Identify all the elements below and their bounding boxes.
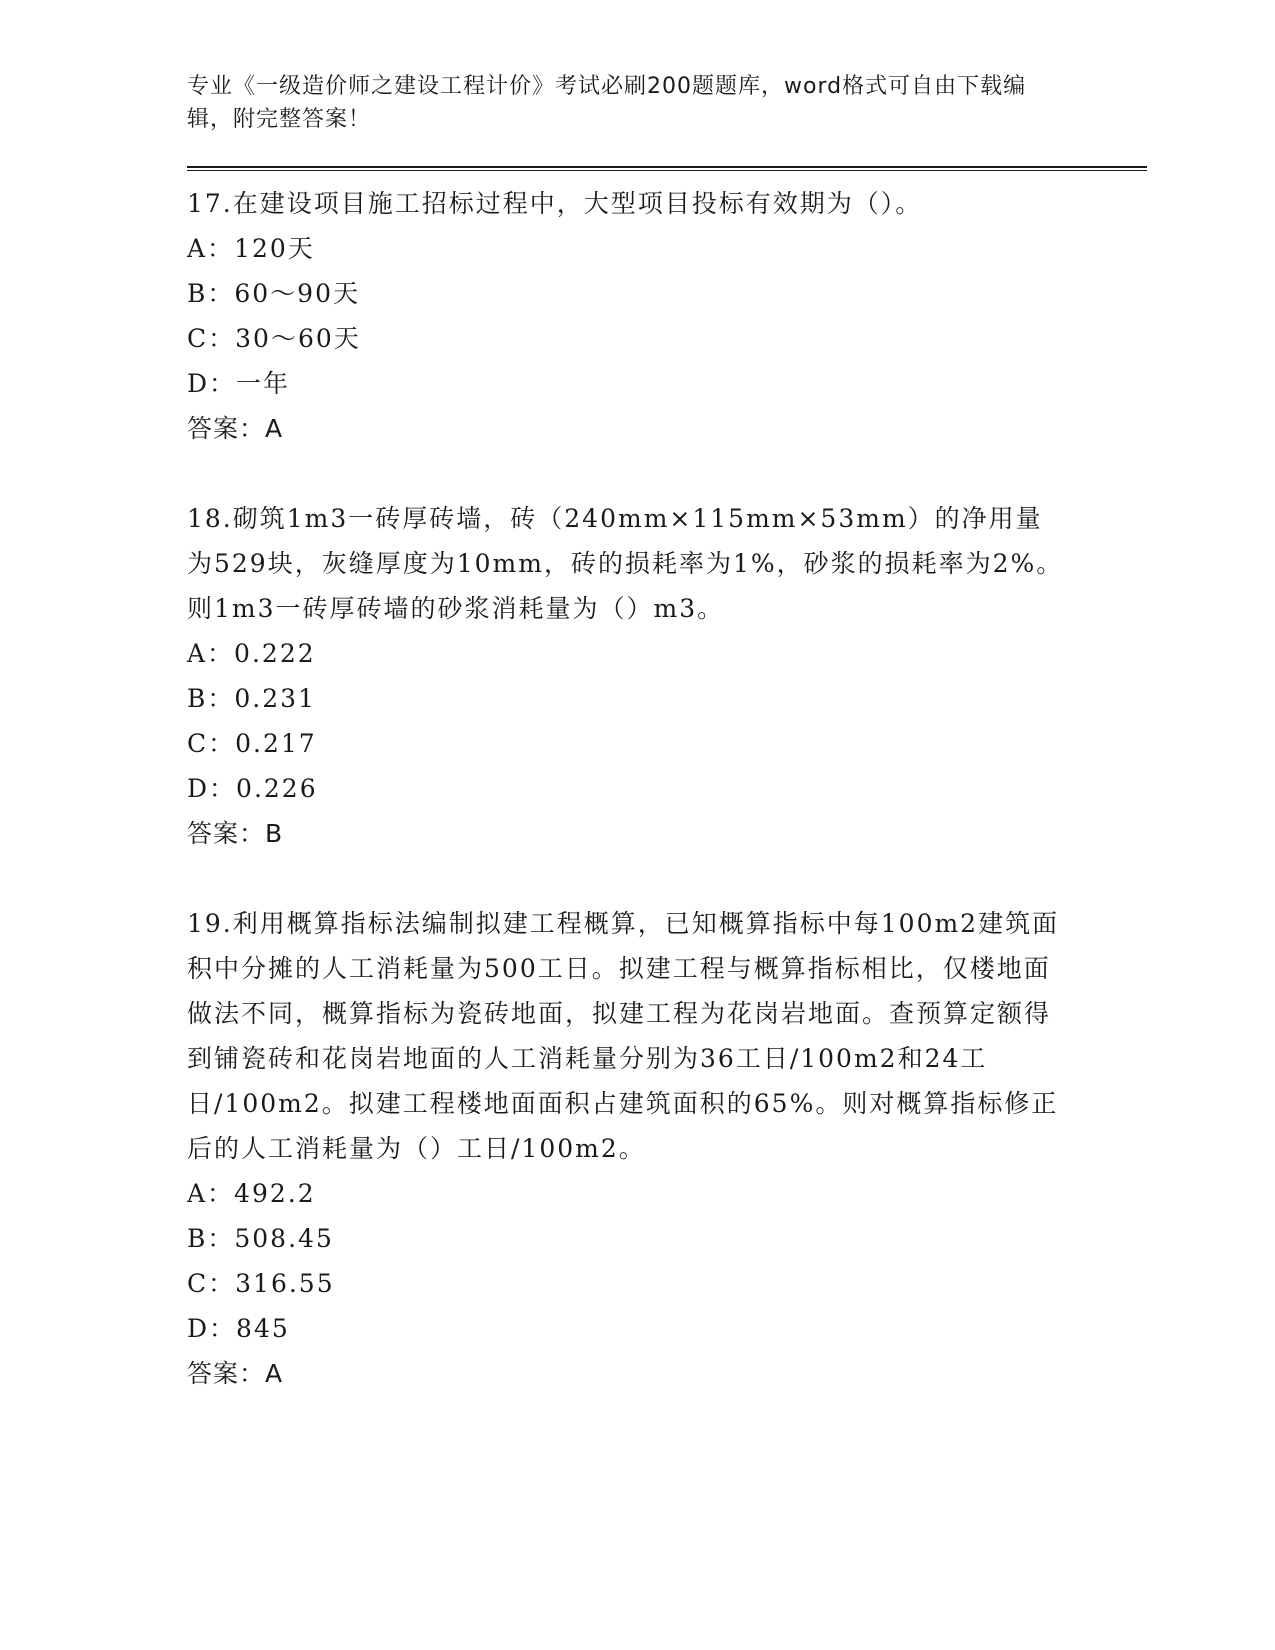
question-18 bbox=[187, 496, 1147, 856]
header-divider bbox=[187, 166, 1147, 171]
option-d: D：一年 bbox=[187, 369, 291, 398]
option-b: B：508.45 bbox=[187, 1224, 334, 1253]
option-c: C：30～60天 bbox=[187, 324, 361, 353]
option-a: A：0.222 bbox=[187, 639, 316, 668]
option-b: B：60～90天 bbox=[187, 279, 360, 308]
option-b: B：0.231 bbox=[187, 684, 316, 713]
document-page bbox=[187, 70, 1147, 1396]
question-text: 17.在建设项目施工招标过程中，大型项目投标有效期为（）。 bbox=[187, 189, 923, 218]
option-a: A：120天 bbox=[187, 234, 315, 263]
option-a: A：492.2 bbox=[187, 1179, 316, 1208]
option-d: D：0.226 bbox=[187, 774, 318, 803]
option-c: C：0.217 bbox=[187, 729, 317, 758]
option-c: C：316.55 bbox=[187, 1269, 335, 1298]
answer-line: 答案：B bbox=[187, 819, 284, 848]
question-19 bbox=[187, 901, 1147, 1396]
option-d: D：845 bbox=[187, 1314, 290, 1343]
question-text: 18.砌筑1m3一砖厚砖墙，砖（240mm×115mm×53mm）的净用量为529块，灰缝厚度为10mm，砖的损耗率为1%，砂浆的损耗率为2%。则1m3一砖厚砖墙的砂浆消耗量为（）m3。 bbox=[187, 504, 1064, 623]
document-header: 专业《一级造价师之建设工程计价》考试必刷200题题库，word格式可自由下载编辑，附完整答案！ bbox=[187, 74, 1027, 132]
question-text: 19.利用概算指标法编制拟建工程概算，已知概算指标中每100m2建筑面积中分摊的人工消耗量为500工日。拟建工程与概算指标相比，仅楼地面做法不同，概算指标为瓷砖地面，拟建工程为花岗岩地面。查预算定额得到铺瓷砖和花岗岩地面的人工消耗量分别为36工日/100m2和24工日/100m2。拟建工程楼地面面积占建筑面积的65%。则对概算指标修正后的人工消耗量为（）工日/100m2。 bbox=[187, 909, 1060, 1163]
question-17 bbox=[187, 181, 1147, 451]
answer-line: 答案：A bbox=[187, 1359, 284, 1388]
answer-line: 答案：A bbox=[187, 414, 284, 443]
